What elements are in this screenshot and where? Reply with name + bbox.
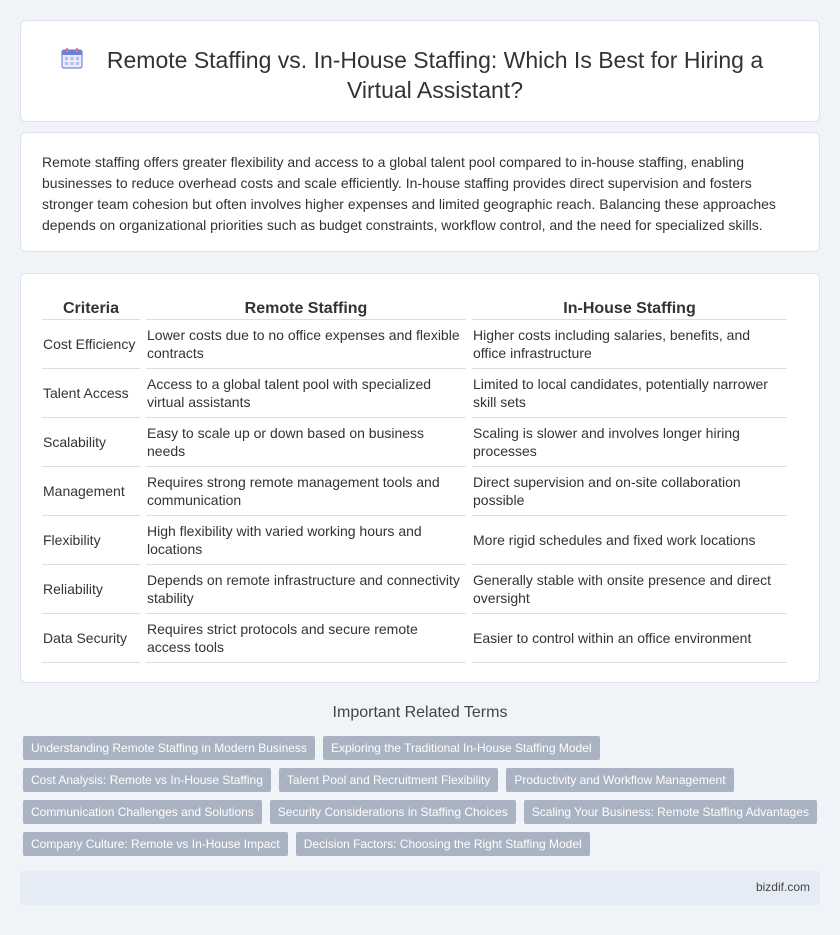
inhouse-cell: Higher costs including salaries, benefits, and office infrastructure: [472, 320, 787, 369]
header-criteria: Criteria: [42, 294, 140, 320]
related-term-tag[interactable]: Understanding Remote Staffing in Modern Business: [23, 736, 315, 760]
remote-cell: Requires strict protocols and secure remote access tools: [146, 614, 466, 663]
page-title: Remote Staffing vs. In-House Staffing: Which Is Best for Hiring a Virtual Assistant?: [106, 47, 764, 103]
related-term-tag[interactable]: Security Considerations in Staffing Choices: [270, 800, 516, 824]
intro-text: Remote staffing offers greater flexibility and access to a global talent pool compared to in-house staffing, enabling businesses to reduce overhead costs and scale efficiently. In-house staffing provides direct supervision and fosters stronger team cohesion but often involves higher expenses and limited geographic reach. Balancing these approaches depends on organizational priorities such as budget constraints, workflow control, and the need for specialized skills.: [42, 154, 776, 233]
inhouse-cell: Direct supervision and on-site collaboration possible: [472, 467, 787, 516]
related-term-tag[interactable]: Company Culture: Remote vs In-House Impact: [23, 832, 288, 856]
header-card: [20, 20, 820, 122]
related-term-tag[interactable]: Decision Factors: Choosing the Right Staffing Model: [296, 832, 590, 856]
comparison-table: [36, 294, 793, 663]
table-row: [42, 418, 787, 467]
criteria-cell: Management: [42, 467, 140, 516]
inhouse-cell: Scaling is slower and involves longer hiring processes: [472, 418, 787, 467]
comparison-card: [20, 273, 820, 683]
related-term-tag[interactable]: Productivity and Workflow Management: [506, 768, 733, 792]
table-row: [42, 565, 787, 614]
footer-brand[interactable]: bizdif.com: [755, 880, 810, 894]
header-inhouse: In-House Staffing: [472, 294, 787, 320]
related-term-tag[interactable]: Cost Analysis: Remote vs In-House Staffing: [23, 768, 271, 792]
inhouse-cell: Easier to control within an office environment: [472, 614, 787, 663]
criteria-cell: Reliability: [42, 565, 140, 614]
inhouse-cell: More rigid schedules and fixed work locations: [472, 516, 787, 565]
remote-cell: Depends on remote infrastructure and connectivity stability: [146, 565, 466, 614]
table-row: [42, 320, 787, 369]
criteria-cell: Flexibility: [42, 516, 140, 565]
remote-cell: Access to a global talent pool with specialized virtual assistants: [146, 369, 466, 418]
remote-cell: Lower costs due to no office expenses and flexible contracts: [146, 320, 466, 369]
related-term-tag[interactable]: Talent Pool and Recruitment Flexibility: [279, 768, 498, 792]
table-row: [42, 516, 787, 565]
remote-cell: High flexibility with varied working hours and locations: [146, 516, 466, 565]
criteria-cell: Cost Efficiency: [42, 320, 140, 369]
criteria-cell: Scalability: [42, 418, 140, 467]
related-terms-list: [23, 736, 823, 856]
criteria-cell: Data Security: [42, 614, 140, 663]
table-row: [42, 369, 787, 418]
related-term-tag[interactable]: Communication Challenges and Solutions: [23, 800, 262, 824]
criteria-cell: Talent Access: [42, 369, 140, 418]
inhouse-cell: Limited to local candidates, potentially narrower skill sets: [472, 369, 787, 418]
related-term-tag[interactable]: Scaling Your Business: Remote Staffing Advantages: [524, 800, 817, 824]
remote-cell: Easy to scale up or down based on business needs: [146, 418, 466, 467]
header-remote: Remote Staffing: [146, 294, 466, 320]
calendar-icon: [61, 47, 83, 69]
table-row: [42, 614, 787, 663]
intro-card: [20, 132, 820, 252]
related-term-tag[interactable]: Exploring the Traditional In-House Staffing Model: [323, 736, 600, 760]
table-row: [42, 467, 787, 516]
inhouse-cell: Generally stable with onsite presence and direct oversight: [472, 565, 787, 614]
footer: [20, 871, 820, 905]
related-terms-title: Important Related Terms: [332, 704, 508, 721]
remote-cell: Requires strong remote management tools and communication: [146, 467, 466, 516]
table-header-row: [42, 294, 787, 320]
